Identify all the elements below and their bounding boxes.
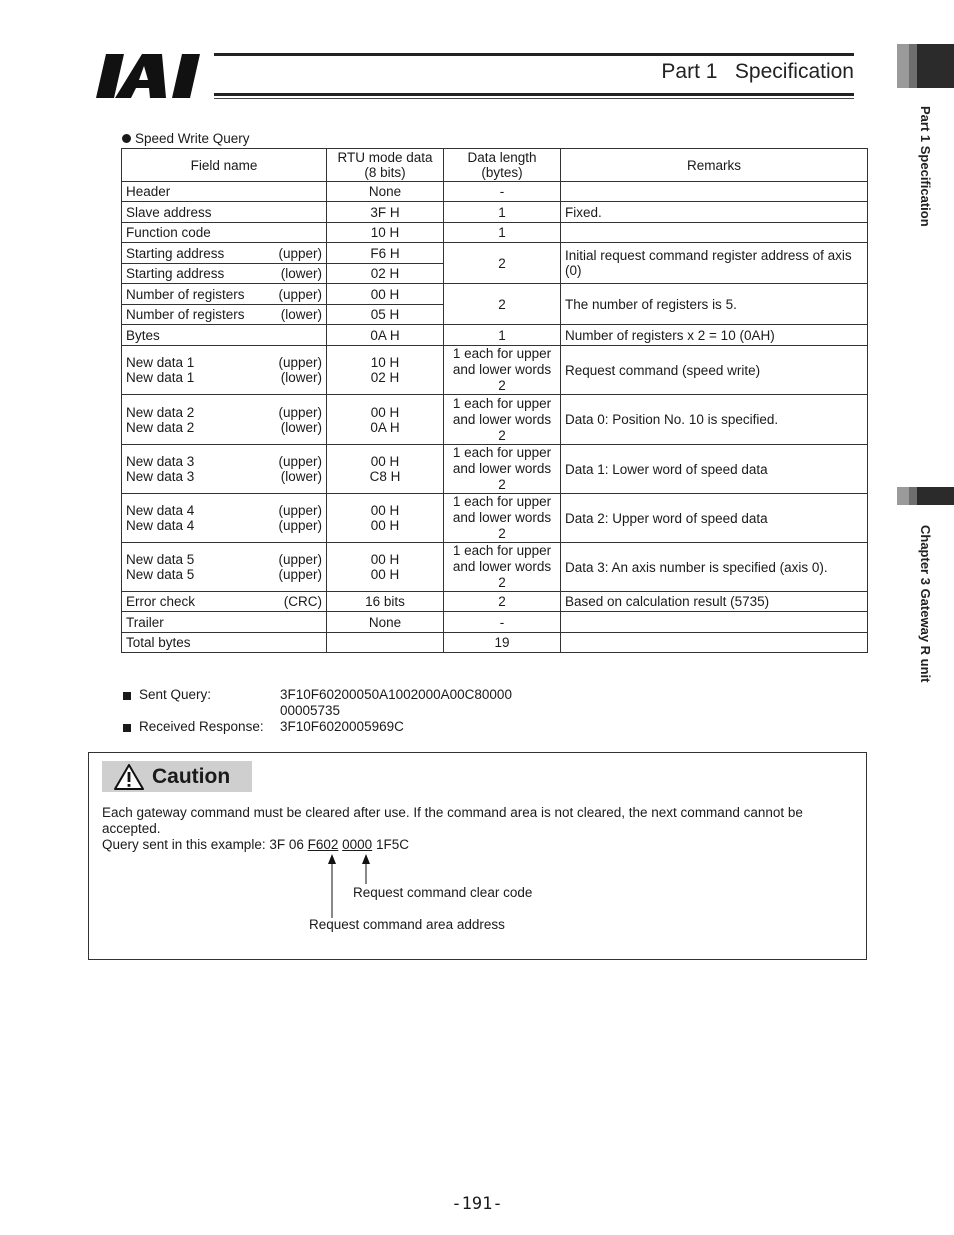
received-response-label: Received Response: (139, 719, 264, 734)
sent-query-line (123, 688, 131, 703)
header-rule-thin (214, 98, 854, 99)
table-row: Slave address 3F H 1 Fixed. (122, 202, 868, 223)
arrow-up-icon (362, 854, 370, 884)
caution-title: Caution (152, 764, 231, 788)
square-bullet-icon (123, 692, 131, 700)
query-clear-code: 0000 (342, 837, 373, 852)
header-rule-top (214, 53, 854, 56)
table-row: Starting address (lower) 02 H (122, 264, 868, 284)
col-field-name: Field name (122, 149, 327, 182)
table-row: Bytes 0A H 1 Number of registers x 2 = 10 (0AH) (122, 325, 868, 346)
sent-query-value: 3F10F60200050A1002000A00C80000 (280, 687, 512, 702)
table-row: Total bytes 19 (122, 633, 868, 653)
col-data-length: Data length (bytes) (444, 149, 561, 182)
table-row: New data 1 (upper) New data 1 (lower) 10 H 02 H 1 each for upper and lower words 2 Request command (speed write) (122, 346, 868, 395)
side-tab-chapter (897, 487, 954, 505)
query-area-address: F602 (307, 837, 339, 852)
table-row: Trailer None - (122, 612, 868, 633)
arrow-up-icon (328, 854, 336, 918)
side-tab-part (897, 44, 954, 88)
caution-text: Each gateway command must be cleared after use. If the command area is not cleared, the next command cannot be accepted. (102, 805, 803, 836)
side-label-chapter: Chapter 3 Gateway R unit (918, 525, 933, 683)
bullet-icon (122, 134, 131, 143)
header-rule-bottom (214, 93, 854, 96)
table-caption: Speed Write Query (122, 131, 250, 146)
table-row: Error check (CRC) 16 bits 2 Based on calculation result (5735) (122, 592, 868, 612)
sent-query-label: Sent Query: (139, 687, 212, 702)
label-area-address: Request command area address (309, 917, 505, 932)
table-row: New data 4 (upper) New data 4 (upper) 00 H 00 H 1 each for upper and lower words 2 Data 2: Upper word of speed data (122, 494, 868, 543)
speed-write-query-table (121, 148, 868, 653)
col-remarks: Remarks (561, 149, 868, 182)
iai-logo (96, 52, 216, 100)
warning-icon (114, 764, 144, 790)
table-row: New data 2 (upper) New data 2 (lower) 00 H 0A H 1 each for upper and lower words 2 Data 0: Position No. 10 is specified. (122, 395, 868, 445)
received-response-value: 3F10F6020005969C (280, 719, 404, 734)
table-row: Number of registers (lower) 05 H (122, 305, 868, 325)
label-clear-code: Request command clear code (353, 885, 533, 900)
sent-query-value-cont: 00005735 (280, 703, 341, 718)
table-header-row (122, 149, 868, 182)
side-label-part: Part 1 Specification (918, 106, 933, 227)
caution-badge (102, 761, 252, 792)
received-response-line (123, 720, 131, 735)
table-row: Function code 10 H 1 (122, 223, 868, 243)
table-row: New data 3 (upper) New data 3 (lower) 00 H C8 H 1 each for upper and lower words 2 Data 1: Lower word of speed data (122, 445, 868, 494)
table-row: Number of registers (upper) 00 H 2 The number of registers is 5. (122, 284, 868, 305)
table-row: Header None - (122, 182, 868, 202)
caution-query-line: Query sent in this example: 3F 06 F602 0000 1F5C (102, 837, 409, 852)
page-title: Part 1 Specification (661, 60, 854, 83)
col-rtu-data: RTU mode data (8 bits) (327, 149, 444, 182)
table-row: Starting address (upper) F6 H 2 Initial request command register address of axis (0) (122, 243, 868, 264)
page-number: -191- (451, 1194, 503, 1214)
square-bullet-icon (123, 724, 131, 732)
table-row: New data 5 (upper) New data 5 (upper) 00 H 00 H 1 each for upper and lower words 2 Data 3: An axis number is specified (axis 0). (122, 543, 868, 592)
